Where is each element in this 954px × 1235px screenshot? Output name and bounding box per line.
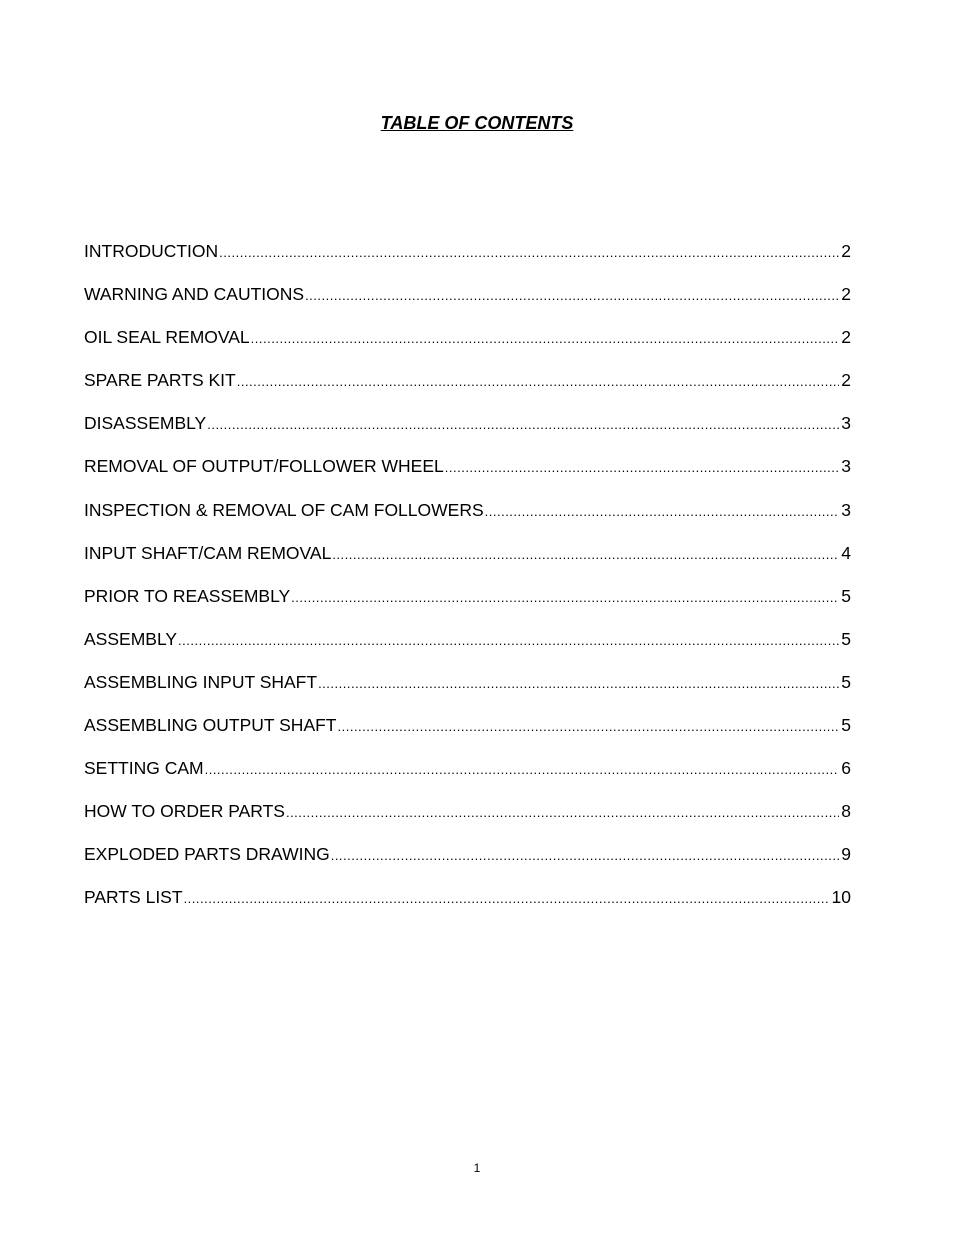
toc-entry-warning-and-cautions[interactable]: [84, 283, 851, 326]
toc-entry-setting-cam[interactable]: [84, 757, 851, 800]
toc-entry-page: 10: [831, 887, 851, 908]
toc-entry-spare-parts-kit[interactable]: [84, 369, 851, 412]
toc-entry-label: PARTS LIST: [84, 887, 183, 908]
toc-entry-assembling-input-shaft[interactable]: [84, 671, 851, 714]
toc-entry-inspection-removal-of-cam-followers[interactable]: [84, 499, 851, 542]
toc-entry-input-shaft-cam-removal[interactable]: [84, 542, 851, 585]
toc-entry-page: 5: [841, 715, 851, 736]
toc-entry-label: ASSEMBLING OUTPUT SHAFT: [84, 715, 337, 736]
toc-dot-leader: [237, 371, 840, 393]
toc-entry-label: ASSEMBLING INPUT SHAFT: [84, 671, 318, 692]
toc-entry-label: PRIOR TO REASSEMBLY: [84, 585, 291, 606]
toc-entry-assembling-output-shaft[interactable]: [84, 714, 851, 757]
toc-entry-page: 3: [841, 499, 851, 520]
toc-entry-page: 4: [841, 542, 851, 563]
page-number: 1: [473, 1161, 481, 1175]
toc-entry-page: 5: [841, 671, 851, 692]
toc-entry-label: REMOVAL OF OUTPUT/FOLLOWER WHEEL: [84, 456, 444, 477]
toc-dot-leader: [331, 845, 840, 867]
toc-entry-label: SPARE PARTS KIT: [84, 370, 236, 391]
page-title: TABLE OF CONTENTS: [380, 113, 574, 133]
toc-entry-page: 3: [841, 413, 851, 434]
toc-dot-leader: [291, 587, 839, 609]
toc-entry-page: 5: [841, 628, 851, 649]
toc-dot-leader: [332, 544, 839, 566]
toc-entry-page: 3: [841, 456, 851, 477]
toc-entry-label: DISASSEMBLY: [84, 413, 207, 434]
toc-entry-assembly[interactable]: [84, 628, 851, 671]
toc-entry-removal-of-output-follower-wheel[interactable]: [84, 455, 851, 498]
toc-entry-label: INPUT SHAFT/CAM REMOVAL: [84, 542, 332, 563]
toc-dot-leader: [305, 285, 839, 307]
toc-entry-label: INTRODUCTION: [84, 241, 219, 261]
toc-entry-exploded-parts-drawing[interactable]: [84, 843, 851, 886]
toc-dot-leader: [485, 501, 840, 523]
toc-entry-page: 9: [841, 844, 851, 865]
toc-entry-how-to-order-parts[interactable]: [84, 800, 851, 843]
toc-entry-label: SETTING CAM: [84, 758, 204, 779]
toc-entry-parts-list[interactable]: [84, 886, 851, 929]
toc-entry-disassembly[interactable]: [84, 412, 851, 455]
toc-entry-page: 2: [841, 241, 851, 261]
toc-dot-leader: [286, 802, 839, 824]
toc-dot-leader: [207, 414, 839, 436]
toc-entry-label: WARNING AND CAUTIONS: [84, 284, 305, 305]
toc-entry-label: INSPECTION & REMOVAL OF CAM FOLLOWERS: [84, 499, 484, 520]
toc-dot-leader: [318, 673, 839, 695]
toc-entry-label: HOW TO ORDER PARTS: [84, 801, 285, 822]
toc-entry-page: 5: [841, 585, 851, 606]
toc-entry-label: OIL SEAL REMOVAL: [84, 327, 250, 348]
table-of-contents: [84, 240, 851, 930]
toc-entry-prior-to-reassembly[interactable]: [84, 585, 851, 628]
toc-entry-oil-seal-removal[interactable]: [84, 326, 851, 369]
toc-entry-page: 2: [841, 327, 851, 348]
toc-entry-page: 2: [841, 284, 851, 305]
toc-dot-leader: [251, 328, 840, 350]
toc-dot-leader: [219, 242, 839, 264]
toc-entry-page: 2: [841, 370, 851, 391]
toc-entry-label: EXPLODED PARTS DRAWING: [84, 844, 330, 865]
toc-dot-leader: [445, 457, 840, 479]
toc-entry-label: ASSEMBLY: [84, 628, 178, 649]
toc-dot-leader: [178, 630, 839, 652]
toc-dot-leader: [205, 759, 840, 781]
toc-entry-page: 6: [841, 758, 851, 779]
toc-entry-introduction[interactable]: [84, 240, 851, 283]
toc-dot-leader: [338, 716, 840, 738]
toc-dot-leader: [184, 888, 830, 910]
toc-entry-page: 8: [841, 801, 851, 822]
